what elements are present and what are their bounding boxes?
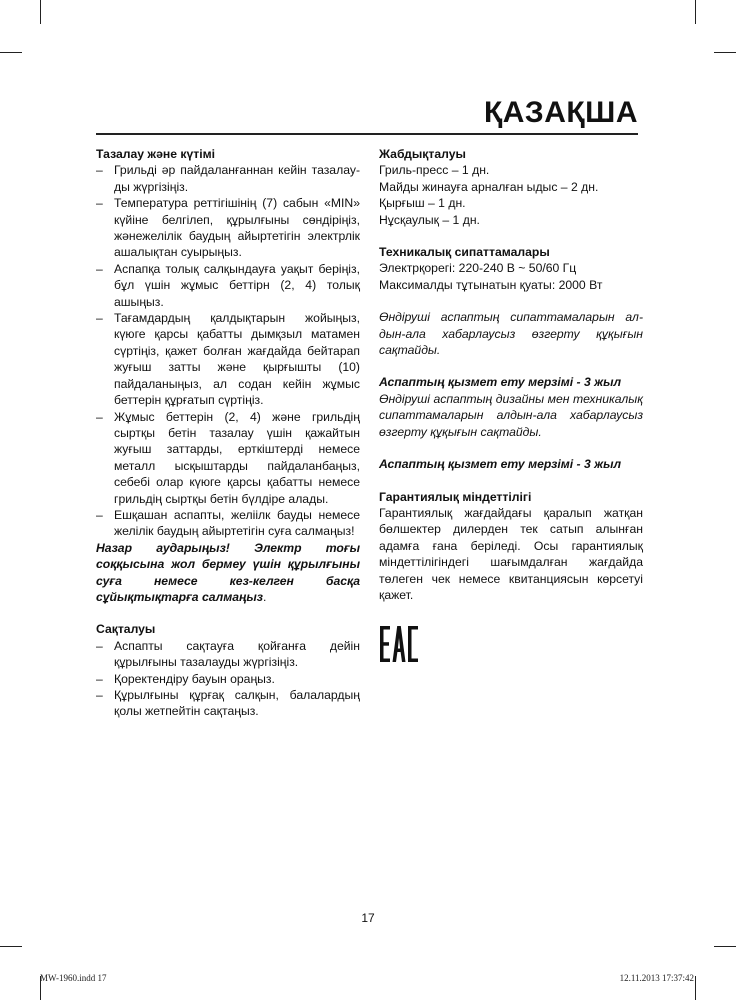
service-life-heading: Аспаптың қызмет ету мерзімі - 3 жыл bbox=[379, 375, 622, 390]
list-item: – Ешқашан аспапты, желіілк бауды немесе желілік баудың айыртетігін суға салмаңыз! bbox=[96, 507, 360, 539]
page-number: 17 bbox=[361, 911, 375, 925]
crop-mark bbox=[40, 0, 41, 24]
crop-mark bbox=[695, 976, 696, 1000]
left-column bbox=[96, 146, 360, 720]
specs-line: Электрқорегі: 220-240 В ~ 50/60 Гц bbox=[379, 261, 577, 276]
equipment-heading: Жабдықталуы bbox=[379, 147, 466, 161]
crop-mark bbox=[714, 946, 736, 947]
list-item: – Қоректендіру бауын ораңыз. bbox=[96, 671, 275, 686]
equipment-line: Гриль-пресс – 1 дн. bbox=[379, 163, 490, 178]
manufacturer-notice: Өндіруші аспаптың сипаттамаларын алдын-ала хабарлаусыз өзгерту құқығын сақтайды. bbox=[379, 310, 643, 358]
crop-mark bbox=[0, 52, 22, 53]
equipment-line: Нұсқаулық – 1 дн. bbox=[379, 212, 480, 227]
title-rule bbox=[96, 133, 638, 135]
warranty-heading: Гарантиялық міндеттілігі bbox=[379, 489, 532, 504]
service-life-text: Өндіруші аспаптың дизайны мен техникалық сипаттамаларын алдын-ала хабарлаусыз өзгерту құқығын сақтайды. bbox=[379, 391, 643, 439]
warranty-text: Гарантиялық жағдайдағы қаралып жатқан бөлшектер дилерден тек сатып алынған адамға ғана беріледі. Осы гарантиялық міндеттілігіндегі шағымдалған жағдайда төлеген чек немесе квитанциясын көрсетуі қажет. bbox=[379, 505, 643, 602]
list-item: – Құрылғыны құрғақ салқын, балалардың қолы жетпейтін сақтаңыз. bbox=[96, 688, 360, 719]
list-item: – Аспапты сақтауға қойғанға дейін құрылғыны тазалауды жүргізіңіз. bbox=[96, 638, 360, 670]
list-item: – Аспапқа толық салқындауға уақыт беріңіз, бұл үшін жұмыс беттірн (2, 4) толық ашыңыз. bbox=[96, 261, 360, 309]
list-item: – Грильді әр пайдаланғаннан кейін тазалауды жүргізіңіз. bbox=[96, 163, 360, 194]
list-item: – Жұмыс беттерін (2, 4) және грильдің сыртқы бетін тазалау үшін қажайтын жуғыш заттарды, ерткіштерді немесе металл ысқыштарды пайдаланбаңыз, себебі олар күюге қарсы қабатты немесе грильдің сыртқы бетін бүлдіре алады. bbox=[96, 409, 360, 506]
language-title: ҚАЗАҚША bbox=[483, 96, 638, 129]
slug-timestamp: 12.11.2013 17:37:42 bbox=[619, 973, 694, 983]
crop-mark bbox=[0, 946, 22, 947]
eac-mark-icon bbox=[379, 625, 419, 663]
electric-warning: Назар аударыңыз! Электр тоғы соққысына жол бермеу үшін құрылғыны суға немесе кез-келген басқа сұйықтықтарға салмаңыз. bbox=[96, 540, 360, 604]
specs-heading: Техникалық сипаттамалары bbox=[379, 245, 550, 260]
equipment-line: Майды жинауға арналған ыдыс – 2 дн. bbox=[379, 179, 599, 194]
slug-file-info: MW-1960.indd 17 bbox=[40, 973, 107, 983]
list-item: – Температура реттігішінің (7) сабын «MIN» күйіне белгілеп, құрылғыны сөндіріңіз, жәнежелілік баудың айыртетігін электрлік ашалықтан суырыңыз. bbox=[96, 196, 360, 260]
crop-mark bbox=[695, 0, 696, 24]
care-heading: Тазалау және күтімі bbox=[96, 147, 216, 161]
crop-mark bbox=[714, 52, 736, 53]
storage-heading: Сақталуы bbox=[96, 622, 156, 637]
specs-line: Максималды тұтынатын қуаты: 2000 Вт bbox=[379, 277, 603, 292]
equipment-line: Қырғыш – 1 дн. bbox=[379, 196, 466, 211]
list-item: – Тағамдардың қалдықтарын жойыңыз, күюге қарсы қабатты дымқзыл матамен сүртіңіз, қажет болған жағдайда бейтарап жуғыш затты және қырғышты (10) пайдаланыңыз, ал содан кейін жұмыс беттерін құрғатып сүртіңіз. bbox=[96, 311, 360, 408]
right-column bbox=[379, 146, 643, 668]
service-life-line: Аспаптың қызмет ету мерзімі - 3 жыл bbox=[379, 457, 622, 472]
